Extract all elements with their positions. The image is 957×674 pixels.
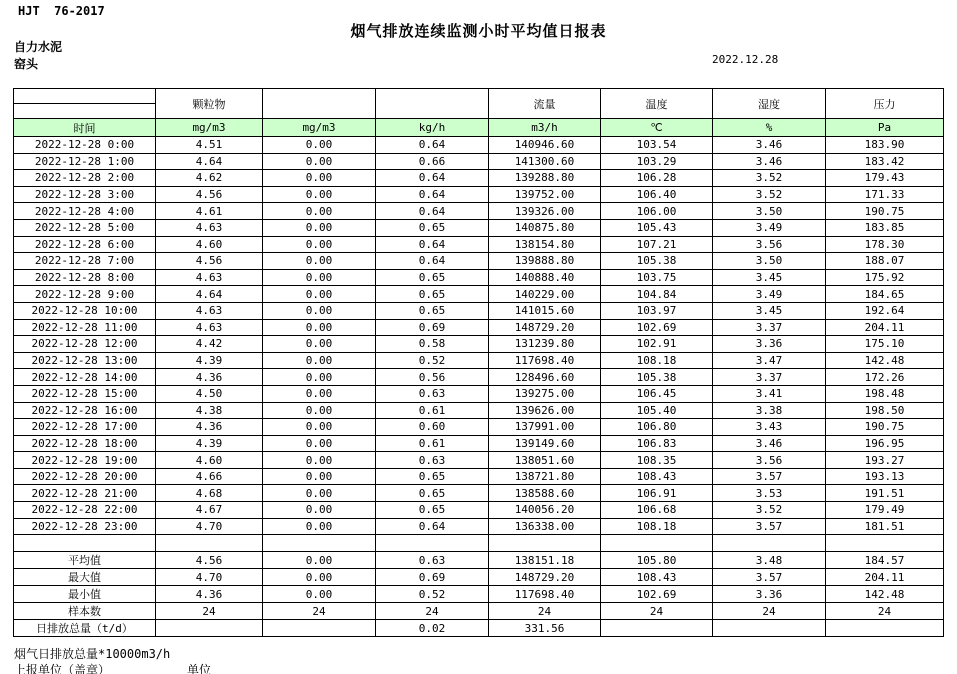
cell: 0.00 [263,170,376,187]
table-row [14,153,944,170]
cell [713,535,826,552]
cell: 样本数 [14,603,156,620]
cell: 137991.00 [489,419,601,436]
cell [376,535,489,552]
cell: 0.02 [376,620,489,637]
cell: 102.91 [601,336,713,353]
cell: 190.75 [826,203,944,220]
spacer-row [14,535,944,552]
cell: 117698.40 [489,352,601,369]
cell: 0.63 [376,385,489,402]
cell: 2022-12-28 0:00 [14,137,156,154]
cell: 3.37 [713,319,826,336]
cell: 0.60 [376,419,489,436]
cell: 3.48 [713,552,826,569]
cell: 0.00 [263,186,376,203]
cell: 4.50 [156,385,263,402]
unit-percent: % [713,119,826,137]
cell: 3.57 [713,569,826,586]
cell: 2022-12-28 11:00 [14,319,156,336]
header-group-2 [263,89,376,119]
cell: 104.84 [601,286,713,303]
header-group-flow: 流量 [489,89,601,119]
cell: 2022-12-28 9:00 [14,286,156,303]
table-row [14,468,944,485]
cell [156,620,263,637]
cell: 108.43 [601,468,713,485]
table-row [14,170,944,187]
cell: 日排放总量（t/d） [14,620,156,637]
cell: 2022-12-28 13:00 [14,352,156,369]
cell: 0.52 [376,352,489,369]
cell: 2022-12-28 7:00 [14,253,156,270]
table-row [14,452,944,469]
cell: 0.65 [376,219,489,236]
cell: 148729.20 [489,319,601,336]
cell: 171.33 [826,186,944,203]
cell: 175.92 [826,269,944,286]
cell [263,620,376,637]
header-units-row [14,119,944,137]
cell: 139275.00 [489,385,601,402]
cell: 0.00 [263,419,376,436]
cell: 4.51 [156,137,263,154]
cell: 139288.80 [489,170,601,187]
cell: 最小值 [14,586,156,603]
cell: 108.18 [601,352,713,369]
cell: 139626.00 [489,402,601,419]
cell: 179.43 [826,170,944,187]
cell: 0.65 [376,302,489,319]
cell: 188.07 [826,253,944,270]
cell: 0.64 [376,137,489,154]
cell: 4.68 [156,485,263,502]
cell: 0.00 [263,286,376,303]
cell: 4.63 [156,269,263,286]
cell: 140875.80 [489,219,601,236]
footer-note: 烟气日排放总量*10000m3/h [14,647,171,661]
cell: 0.00 [263,435,376,452]
cell: 3.46 [713,137,826,154]
cell: 3.41 [713,385,826,402]
table-row [14,352,944,369]
cell: 181.51 [826,518,944,535]
cell: 0.00 [263,569,376,586]
cell [826,620,944,637]
summary-row [14,586,944,603]
table-row [14,369,944,386]
table-row [14,402,944,419]
cell: 0.00 [263,203,376,220]
unit-m3h: m3/h [489,119,601,137]
header-empty-cell [14,89,156,104]
table-row [14,236,944,253]
cell: 105.40 [601,402,713,419]
cell: 183.42 [826,153,944,170]
cell: 198.50 [826,402,944,419]
cell: 183.85 [826,219,944,236]
cell: 106.00 [601,203,713,220]
cell: 148729.20 [489,569,601,586]
cell: 24 [376,603,489,620]
table-row [14,186,944,203]
cell: 0.69 [376,319,489,336]
cell: 24 [601,603,713,620]
cell: 108.43 [601,569,713,586]
cell: 106.83 [601,435,713,452]
cell: 2022-12-28 16:00 [14,402,156,419]
cell: 105.38 [601,369,713,386]
cell: 24 [826,603,944,620]
cell: 3.45 [713,302,826,319]
cell: 0.52 [376,586,489,603]
table-row [14,286,944,303]
table-row [14,302,944,319]
table-row [14,203,944,220]
cell: 191.51 [826,485,944,502]
unit-mgm3-2: mg/m3 [263,119,376,137]
monitoring-point: 窑头 [14,57,39,71]
cell: 3.43 [713,419,826,436]
cell: 3.36 [713,586,826,603]
cell: 2022-12-28 21:00 [14,485,156,502]
cell: 106.28 [601,170,713,187]
cell: 4.70 [156,518,263,535]
cell: 4.66 [156,468,263,485]
cell: 3.50 [713,203,826,220]
table-row [14,336,944,353]
cell: 3.38 [713,402,826,419]
cell: 204.11 [826,319,944,336]
cell: 0.64 [376,236,489,253]
table-row [14,269,944,286]
cell: 196.95 [826,435,944,452]
cell: 3.50 [713,253,826,270]
cell: 0.00 [263,137,376,154]
cell: 131239.80 [489,336,601,353]
cell: 2022-12-28 5:00 [14,219,156,236]
cell: 4.56 [156,552,263,569]
cell: 117698.40 [489,586,601,603]
cell: 0.00 [263,352,376,369]
cell: 2022-12-28 14:00 [14,369,156,386]
cell: 0.00 [263,336,376,353]
cell: 0.65 [376,269,489,286]
cell: 0.00 [263,402,376,419]
cell: 24 [489,603,601,620]
cell: 2022-12-28 19:00 [14,452,156,469]
cell: 139149.60 [489,435,601,452]
table-row [14,253,944,270]
cell: 0.00 [263,153,376,170]
cell: 107.21 [601,236,713,253]
cell: 4.60 [156,452,263,469]
cell: 140946.60 [489,137,601,154]
header-group-pressure: 压力 [826,89,944,119]
cell: 0.64 [376,253,489,270]
cell: 4.36 [156,369,263,386]
cell: 198.48 [826,385,944,402]
cell: 0.64 [376,170,489,187]
cell: 103.97 [601,302,713,319]
header-group-row [14,89,944,104]
cell: 4.63 [156,319,263,336]
cell: 3.49 [713,286,826,303]
cell: 0.64 [376,186,489,203]
cell: 138154.80 [489,236,601,253]
cell: 106.91 [601,485,713,502]
cell: 2022-12-28 15:00 [14,385,156,402]
cell: 0.00 [263,219,376,236]
cell: 105.80 [601,552,713,569]
cell: 2022-12-28 2:00 [14,170,156,187]
cell: 138051.60 [489,452,601,469]
cell: 4.61 [156,203,263,220]
cell: 2022-12-28 8:00 [14,269,156,286]
header-empty-cell [14,104,156,119]
report-date: 2022.12.28 [712,53,779,66]
cell: 3.53 [713,485,826,502]
cell: 0.56 [376,369,489,386]
cell: 4.42 [156,336,263,353]
cell: 3.56 [713,452,826,469]
cell: 331.56 [489,620,601,637]
cell: 4.62 [156,170,263,187]
cell: 106.80 [601,419,713,436]
cell: 102.69 [601,586,713,603]
table-row [14,485,944,502]
cell: 138588.60 [489,485,601,502]
cell: 140888.40 [489,269,601,286]
cell: 108.35 [601,452,713,469]
cell: 3.46 [713,153,826,170]
cell: 2022-12-28 10:00 [14,302,156,319]
cell: 2022-12-28 6:00 [14,236,156,253]
cell: 0.61 [376,402,489,419]
cell: 0.63 [376,452,489,469]
table-row [14,502,944,519]
cell: 105.38 [601,253,713,270]
summary-row [14,569,944,586]
header-group-pm: 颗粒物 [156,89,263,119]
cell: 4.36 [156,419,263,436]
summary-row [14,603,944,620]
cell: 0.00 [263,452,376,469]
header-time: 时间 [14,119,156,137]
cell: 0.65 [376,286,489,303]
summary-row [14,620,944,637]
table-row [14,419,944,436]
cell: 4.63 [156,219,263,236]
cell [826,535,944,552]
cell: 142.48 [826,586,944,603]
cell: 2022-12-28 23:00 [14,518,156,535]
cell: 4.70 [156,569,263,586]
cell [713,620,826,637]
cell: 138151.18 [489,552,601,569]
cell: 172.26 [826,369,944,386]
cell: 2022-12-28 18:00 [14,435,156,452]
cell: 0.63 [376,552,489,569]
cell: 0.69 [376,569,489,586]
doc-code: HJT 76-2017 [18,4,105,18]
cell: 106.40 [601,186,713,203]
cell: 3.52 [713,186,826,203]
summary-row [14,552,944,569]
cell: 175.10 [826,336,944,353]
cell: 103.75 [601,269,713,286]
cell: 0.00 [263,552,376,569]
cell: 4.39 [156,435,263,452]
table-row [14,435,944,452]
cell: 204.11 [826,569,944,586]
header-group-temperature: 温度 [601,89,713,119]
cell: 0.00 [263,236,376,253]
cell: 2022-12-28 12:00 [14,336,156,353]
cell: 184.57 [826,552,944,569]
cell: 136338.00 [489,518,601,535]
cell: 0.00 [263,485,376,502]
cell: 141300.60 [489,153,601,170]
cell: 0.65 [376,502,489,519]
cell: 0.00 [263,518,376,535]
cell: 183.90 [826,137,944,154]
cell: 190.75 [826,419,944,436]
company-name: 自力水泥 [14,40,63,54]
cell: 139326.00 [489,203,601,220]
cell: 0.00 [263,319,376,336]
cell: 4.56 [156,253,263,270]
table-row [14,518,944,535]
cell: 0.00 [263,468,376,485]
cell: 4.64 [156,153,263,170]
cell [489,535,601,552]
cell: 193.27 [826,452,944,469]
cell: 0.00 [263,502,376,519]
cell: 3.56 [713,236,826,253]
cell: 193.13 [826,468,944,485]
cell: 0.00 [263,369,376,386]
cell: 0.00 [263,269,376,286]
cell: 24 [156,603,263,620]
cell: 128496.60 [489,369,601,386]
cell: 140229.00 [489,286,601,303]
cell: 24 [263,603,376,620]
cell: 141015.60 [489,302,601,319]
cell: 2022-12-28 3:00 [14,186,156,203]
cell: 3.47 [713,352,826,369]
cell: 2022-12-28 17:00 [14,419,156,436]
cell: 4.39 [156,352,263,369]
table-row [14,137,944,154]
cell: 0.00 [263,385,376,402]
cell: 178.30 [826,236,944,253]
monitoring-table [13,88,944,637]
page-title: 烟气排放连续监测小时平均值日报表 [350,22,607,40]
cell: 2022-12-28 4:00 [14,203,156,220]
cell: 108.18 [601,518,713,535]
unit-pa: Pa [826,119,944,137]
cell: 3.57 [713,468,826,485]
header-group-3 [376,89,489,119]
cell: 3.49 [713,219,826,236]
unit-label: 单位 [187,663,212,674]
cell: 106.45 [601,385,713,402]
cell: 0.65 [376,485,489,502]
unit-celsius: ℃ [601,119,713,137]
cell: 3.37 [713,369,826,386]
cell: 106.68 [601,502,713,519]
header-group-humidity: 湿度 [713,89,826,119]
cell: 0.64 [376,518,489,535]
cell: 192.64 [826,302,944,319]
cell: 3.52 [713,170,826,187]
cell: 24 [713,603,826,620]
cell: 139888.80 [489,253,601,270]
cell: 105.43 [601,219,713,236]
reporting-unit-label: 上报单位（盖章） [14,663,111,674]
table-row [14,319,944,336]
cell: 0.00 [263,586,376,603]
cell: 4.56 [156,186,263,203]
cell: 138721.80 [489,468,601,485]
cell [263,535,376,552]
table-row [14,219,944,236]
cell: 3.46 [713,435,826,452]
cell: 3.45 [713,269,826,286]
cell: 184.65 [826,286,944,303]
cell: 4.38 [156,402,263,419]
table-body [14,137,944,637]
cell [601,620,713,637]
cell: 平均值 [14,552,156,569]
cell: 4.64 [156,286,263,303]
cell: 2022-12-28 20:00 [14,468,156,485]
table-row [14,385,944,402]
cell: 3.52 [713,502,826,519]
cell: 3.57 [713,518,826,535]
cell: 4.36 [156,586,263,603]
cell: 2022-12-28 22:00 [14,502,156,519]
cell [156,535,263,552]
cell: 3.36 [713,336,826,353]
cell: 139752.00 [489,186,601,203]
cell: 4.67 [156,502,263,519]
cell: 0.00 [263,253,376,270]
cell: 142.48 [826,352,944,369]
cell [14,535,156,552]
cell: 2022-12-28 1:00 [14,153,156,170]
cell: 103.29 [601,153,713,170]
cell: 102.69 [601,319,713,336]
cell: 140056.20 [489,502,601,519]
cell [601,535,713,552]
cell: 0.64 [376,203,489,220]
cell: 4.60 [156,236,263,253]
unit-mgm3: mg/m3 [156,119,263,137]
unit-kgh: kg/h [376,119,489,137]
cell: 103.54 [601,137,713,154]
cell: 0.58 [376,336,489,353]
cell: 最大值 [14,569,156,586]
cell: 0.00 [263,302,376,319]
cell: 0.65 [376,468,489,485]
cell: 4.63 [156,302,263,319]
cell: 179.49 [826,502,944,519]
cell: 0.61 [376,435,489,452]
cell: 0.66 [376,153,489,170]
